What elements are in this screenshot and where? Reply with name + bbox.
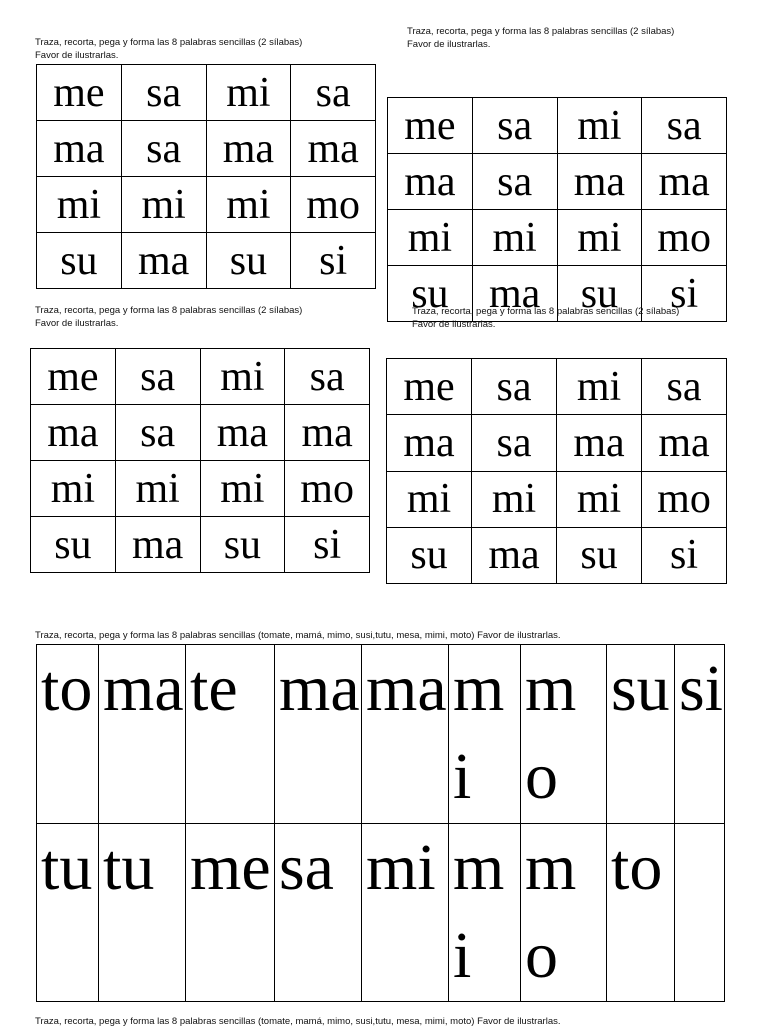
syllable-grid-3 [30, 348, 370, 573]
syllable-cell: mo [285, 461, 370, 517]
illustrate-text: Favor de ilustrarlas. [412, 319, 496, 330]
worksheet-5-caption: Traza, recorta, pega y forma las 8 palabras sencillas (tomate, mamá, mimo, susi,tutu, mesa, mimi, moto) Favor de ilustrarlas. [35, 630, 561, 641]
grid-row [31, 405, 370, 461]
grid-row [31, 461, 370, 517]
syllable-cell: me [186, 823, 275, 1002]
grid-row [387, 359, 727, 415]
syllable-cell: mo [521, 823, 607, 1002]
syllable-cell: sa [472, 154, 557, 210]
syllable-cell: ma [121, 233, 206, 289]
worksheet-2-caption [407, 25, 674, 51]
illustrate-text: Favor de ilustrarlas. [35, 50, 119, 61]
syllable-cell: si [285, 517, 370, 573]
syllable-cell: ma [362, 645, 449, 824]
instruction-text: Traza, recorta, pega y forma las 8 palabras sencillas (2 sílabas) [35, 37, 303, 48]
syllable-cell: ma [291, 121, 376, 177]
syllable-cell: su [206, 233, 291, 289]
grid-row [37, 121, 376, 177]
syllable-cell: sa [291, 65, 376, 121]
syllable-cell: tu [37, 823, 99, 1002]
syllable-grid-2 [387, 97, 727, 322]
syllable-cell: sa [642, 359, 727, 415]
syllable-cell: mi [200, 461, 285, 517]
syllable-cell: ma [557, 415, 642, 471]
syllable-cell: si [642, 527, 727, 583]
syllable-cell: sa [472, 98, 557, 154]
syllable-cell: mi [557, 359, 642, 415]
instruction-text: Traza, recorta, pega y forma las 8 palabras sencillas (2 sílabas) [407, 26, 675, 37]
syllable-cell: tu [99, 823, 186, 1002]
syllable-cell: mi [115, 461, 200, 517]
syllable-cell: sa [472, 359, 557, 415]
grid-row [387, 527, 727, 583]
syllable-cell: me [37, 65, 122, 121]
grid-row [37, 645, 725, 824]
syllable-cell: su [37, 233, 122, 289]
syllable-cell: to [607, 823, 675, 1002]
syllable-cell: mi [557, 98, 642, 154]
syllable-cell: ma [387, 415, 472, 471]
syllable-cell: mi [388, 210, 473, 266]
syllable-cell: sa [121, 65, 206, 121]
syllable-cell: si [675, 645, 725, 824]
grid-row [388, 98, 727, 154]
grid-row [388, 210, 727, 266]
syllable-cell: mi [206, 177, 291, 233]
syllable-cell: su [387, 527, 472, 583]
syllable-cell: si [642, 266, 727, 322]
syllable-cell: me [31, 349, 116, 405]
grid-row [31, 517, 370, 573]
grid-row [37, 823, 725, 1002]
syllable-cell: mo [291, 177, 376, 233]
syllable-cell: mi [31, 461, 116, 517]
syllable-cell: su [200, 517, 285, 573]
illustrate-text: Favor de ilustrarlas. [35, 318, 119, 329]
grid-row [388, 154, 727, 210]
syllable-cell: mo [642, 210, 727, 266]
syllable-cell: ma [115, 517, 200, 573]
syllable-cell: mi [472, 210, 557, 266]
syllable-cell: me [388, 98, 473, 154]
syllable-cell: sa [115, 349, 200, 405]
syllable-cell: mi [557, 210, 642, 266]
syllable-cell: ma [472, 266, 557, 322]
syllable-cell: mi [387, 471, 472, 527]
syllable-cell: mi [37, 177, 122, 233]
syllable-cell: ma [200, 405, 285, 461]
syllable-cell: ma [388, 154, 473, 210]
syllable-cell: mi [449, 823, 521, 1002]
syllable-cell: ma [37, 121, 122, 177]
instruction-text: Traza, recorta, pega y forma las 8 palabras sencillas (2 sílabas) [35, 305, 303, 316]
syllable-cell: mi [472, 471, 557, 527]
syllable-grid-large [36, 644, 725, 1002]
syllable-cell: ma [642, 415, 727, 471]
syllable-cell: me [387, 359, 472, 415]
grid-row [31, 349, 370, 405]
syllable-cell: te [186, 645, 275, 824]
syllable-cell: mi [121, 177, 206, 233]
syllable-cell: sa [642, 98, 727, 154]
syllable-cell: ma [31, 405, 116, 461]
syllable-cell: ma [642, 154, 727, 210]
syllable-grid-1 [36, 64, 376, 289]
syllable-cell: sa [115, 405, 200, 461]
syllable-cell: sa [285, 349, 370, 405]
syllable-cell: mi [449, 645, 521, 824]
grid-row [37, 233, 376, 289]
worksheet-4-caption [412, 305, 679, 331]
syllable-cell: mo [642, 471, 727, 527]
syllable-cell: su [557, 266, 642, 322]
syllable-cell: ma [206, 121, 291, 177]
worksheet-3-caption [35, 304, 302, 330]
syllable-cell [675, 823, 725, 1002]
syllable-cell: sa [472, 415, 557, 471]
worksheet-1-caption [35, 36, 302, 62]
syllable-cell: sa [121, 121, 206, 177]
illustrate-text: Favor de ilustrarlas. [407, 39, 491, 50]
syllable-cell: ma [472, 527, 557, 583]
instruction-text: Traza, recorta, pega y forma las 8 palabras sencillas (2 sílabas) [412, 306, 680, 317]
syllable-cell: to [37, 645, 99, 824]
syllable-cell: su [607, 645, 675, 824]
grid-row [387, 415, 727, 471]
syllable-cell: su [557, 527, 642, 583]
grid-row [37, 65, 376, 121]
syllable-cell: mi [200, 349, 285, 405]
syllable-cell: mi [206, 65, 291, 121]
syllable-cell: ma [99, 645, 186, 824]
syllable-cell: sa [275, 823, 362, 1002]
syllable-cell: si [291, 233, 376, 289]
worksheet-6-caption: Traza, recorta, pega y forma las 8 palabras sencillas (tomate, mamá, mimo, susi,tutu, mesa, mimi, moto) Favor de ilustrarlas. [35, 1016, 561, 1027]
syllable-cell: ma [285, 405, 370, 461]
syllable-grid-4 [386, 358, 727, 584]
syllable-cell: mi [362, 823, 449, 1002]
syllable-cell: su [31, 517, 116, 573]
grid-row [37, 177, 376, 233]
syllable-cell: mo [521, 645, 607, 824]
syllable-cell: mi [557, 471, 642, 527]
grid-row [387, 471, 727, 527]
syllable-cell: su [388, 266, 473, 322]
syllable-cell: ma [275, 645, 362, 824]
syllable-cell: ma [557, 154, 642, 210]
